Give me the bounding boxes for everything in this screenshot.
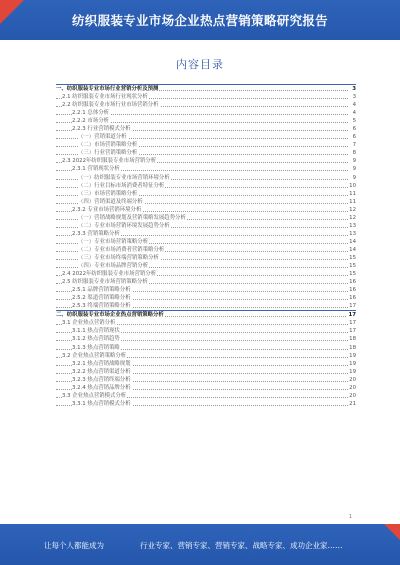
toc-entry[interactable] xyxy=(56,125,356,133)
toc-entry-page: 13 xyxy=(349,222,356,229)
toc-entry[interactable] xyxy=(56,376,356,384)
toc-entry-text: （二）行业目标市场消费者特征分析 xyxy=(78,182,165,189)
toc-entry-text: 2.5 纺织服装专业市场营销策略分析 xyxy=(62,279,148,286)
toc-entry[interactable] xyxy=(56,174,356,182)
toc-entry-page: 20 xyxy=(349,384,356,391)
toc-entry-text: 3.2 企业热点营销策略分析 xyxy=(62,352,127,359)
toc-entry-page: 16 xyxy=(349,279,356,286)
toc-entry-text: 3.1.1 热点营销现状 xyxy=(72,328,120,335)
footer-slogan: 让每个人都能成为 xyxy=(44,541,104,550)
corner-accent xyxy=(0,0,24,24)
toc-entry-page: 19 xyxy=(349,352,356,359)
toc-entry[interactable] xyxy=(56,230,356,238)
toc-entry-text: 3.2.3 热点营销终端分析 xyxy=(72,376,131,383)
toc-entry-text: 2.2 纺织服装专业市场行业市场营销分析 xyxy=(62,102,159,109)
toc-entry-text: 2.5.1 品牌营销策略分析 xyxy=(72,287,131,294)
toc-entry-page: 17 xyxy=(348,312,356,319)
toc-entry[interactable] xyxy=(56,262,356,270)
toc-entry[interactable] xyxy=(56,270,356,278)
toc-entry[interactable] xyxy=(56,368,356,376)
toc-entry-text: （一）专业市场营销策略分析 xyxy=(78,238,149,245)
toc-entry[interactable] xyxy=(56,327,356,335)
toc-entry-page: 12 xyxy=(349,206,356,213)
toc-entry-text: （四）专业市场品牌营销分析 xyxy=(78,263,149,270)
toc-entry[interactable] xyxy=(56,302,356,310)
toc-entry[interactable] xyxy=(56,352,356,360)
toc-entry-text: （二）市场营销策略分析 xyxy=(78,142,138,149)
toc-entry-text: 3.1.2 热点营销趋势 xyxy=(72,336,120,343)
toc-entry-page: 14 xyxy=(349,246,356,253)
toc-entry[interactable] xyxy=(56,335,356,343)
toc-entry-page: 15 xyxy=(349,263,356,270)
toc-entry-page: 13 xyxy=(349,230,356,237)
toc-entry[interactable] xyxy=(56,344,356,352)
toc-entry-page: 16 xyxy=(349,287,356,294)
footer-tags: 行业专家、营销专家、营销专家、战略专家、成功企业家…… xyxy=(140,541,343,550)
toc-entry[interactable] xyxy=(56,117,356,125)
toc-entry[interactable] xyxy=(56,214,356,222)
toc-entry[interactable] xyxy=(56,384,356,392)
toc-entry-text: 2.1 纺织服装专业市场行业现状分析 xyxy=(62,94,148,101)
toc-entry-text: 2.2.1 总体分析 xyxy=(72,110,109,117)
toc-entry-text: （一）纺织服装专业市场营销环境分析 xyxy=(78,174,170,181)
toc-entry-page: 15 xyxy=(349,271,356,278)
toc-entry-page: 6 xyxy=(352,126,356,133)
toc-entry[interactable] xyxy=(56,109,356,117)
toc-entry[interactable] xyxy=(56,254,356,262)
toc-entry-text: 一、纺织服装专业市场行业营销分析及预测 xyxy=(56,86,159,92)
toc-entry-page: 19 xyxy=(349,360,356,367)
toc-entry[interactable] xyxy=(56,141,356,149)
toc-entry[interactable] xyxy=(56,133,356,141)
footer-banner xyxy=(0,524,400,565)
page-number: 1 xyxy=(348,514,352,520)
toc-entry[interactable] xyxy=(56,182,356,190)
toc-entry-text: 2.5.2 渠道营销策略分析 xyxy=(72,295,131,302)
toc-entry-page: 15 xyxy=(349,254,356,261)
footer-corner-accent xyxy=(384,524,400,540)
toc-entry[interactable] xyxy=(56,294,356,302)
toc-entry-page: 21 xyxy=(349,400,356,407)
toc-entry-text: 二、纺织服装专业市场企业热点营销策略分析 xyxy=(56,312,164,319)
toc-entry[interactable] xyxy=(56,101,356,109)
toc-entry[interactable] xyxy=(56,400,356,408)
toc-entry-page: 18 xyxy=(349,344,356,351)
toc-entry-text: （三）市场营销策略分析 xyxy=(78,190,138,197)
toc-entry[interactable] xyxy=(56,165,356,173)
toc-entry-page: 16 xyxy=(349,295,356,302)
toc-entry[interactable] xyxy=(56,190,356,198)
report-title: 纺织服装专业市场企业热点营销策略研究报告 xyxy=(71,13,328,28)
toc-entry[interactable] xyxy=(56,206,356,214)
toc-entry[interactable] xyxy=(56,286,356,294)
toc-entry[interactable] xyxy=(56,149,356,157)
toc-entry-page: 12 xyxy=(349,214,356,221)
toc-entry-page: 4 xyxy=(352,102,356,109)
toc-entry[interactable] xyxy=(56,238,356,246)
toc-entry-text: （一）营销战略规划及营销策略发展趋势分析 xyxy=(78,214,186,221)
toc-entry-page: 17 xyxy=(349,303,356,310)
toc-entry-text: 2.4 2022年纺织服装专业市场营销分析 xyxy=(62,271,157,278)
toc-entry-page: 17 xyxy=(349,320,356,327)
toc-entry-page: 17 xyxy=(349,328,356,335)
table-of-contents xyxy=(56,84,356,408)
toc-entry-page: 18 xyxy=(349,336,356,343)
toc-entry-page: 7 xyxy=(352,142,356,149)
toc-entry-text: （二）专业市场营销环境发展趋势分析 xyxy=(78,222,170,229)
toc-title: 内容目录 xyxy=(176,58,224,71)
toc-entry[interactable] xyxy=(56,198,356,206)
toc-entry-text: 2.3.3 营销策略分析 xyxy=(72,230,120,237)
toc-entry[interactable] xyxy=(56,319,356,327)
toc-entry-page: 11 xyxy=(349,198,356,205)
toc-entry-text: （三）行业营销策略分析 xyxy=(78,150,138,157)
toc-entry-text: 3.1.3 热点营销策略 xyxy=(72,344,120,351)
toc-entry[interactable] xyxy=(56,246,356,254)
toc-entry[interactable] xyxy=(56,157,356,165)
toc-entry-text: （二）专业市场消费者营销策略分析 xyxy=(78,246,165,253)
toc-entry-text: 2.2.3 行业营销模式分析 xyxy=(72,126,131,133)
toc-entry-text: （一）营销渠道分析 xyxy=(78,134,127,141)
toc-entry-text: （三）专业市场终端营销策略分析 xyxy=(78,254,159,261)
toc-entry-text: 3.3.1 热点营销模式分析 xyxy=(72,400,131,407)
toc-entry-text: 3.2.4 热点营销品牌分析 xyxy=(72,384,131,391)
toc-entry[interactable] xyxy=(56,360,356,368)
toc-entry-page: 9 xyxy=(352,174,356,181)
toc-entry[interactable] xyxy=(56,310,356,319)
toc-entry-text: 2.3.1 营销现状分析 xyxy=(72,166,120,173)
toc-entry[interactable] xyxy=(56,278,356,286)
toc-entry-text: 3.3 企业热点营销模式分析 xyxy=(62,392,127,399)
toc-entry-text: 3.1 企业热点营销分析 xyxy=(62,320,116,327)
toc-entry-text: 3.2.2 热点营销渠道分析 xyxy=(72,368,131,375)
toc-entry[interactable] xyxy=(56,93,356,101)
toc-entry[interactable] xyxy=(56,392,356,400)
toc-entry-page: 3 xyxy=(352,94,356,101)
toc-entry-text: 2.2.2 市场分析 xyxy=(72,118,109,125)
toc-entry-text: 2.3 2022年纺织服装专业市场营销分析 xyxy=(62,158,157,165)
toc-entry-page: 9 xyxy=(352,166,356,173)
toc-entry-page: 5 xyxy=(352,118,356,125)
header-banner xyxy=(0,0,400,40)
toc-entry-page: 8 xyxy=(352,150,356,157)
toc-entry-page: 11 xyxy=(349,190,356,197)
toc-entry-page: 4 xyxy=(352,110,356,117)
toc-entry-page: 20 xyxy=(349,376,356,383)
toc-entry[interactable] xyxy=(56,84,356,93)
toc-entry-page: 3 xyxy=(352,86,356,92)
toc-entry-page: 6 xyxy=(352,134,356,141)
toc-entry-text: 2.3.2 专业市场营销环境分析 xyxy=(72,206,142,213)
toc-entry-page: 10 xyxy=(349,182,356,189)
toc-entry-page: 14 xyxy=(349,238,356,245)
toc-entry-text: 3.2.1 热点营销战略规划 xyxy=(72,360,131,367)
toc-entry-text: 2.5.3 终端营销策略分析 xyxy=(72,303,131,310)
toc-entry-text: （四）营销渠道及终端分析 xyxy=(78,198,143,205)
toc-entry-page: 19 xyxy=(349,368,356,375)
toc-entry-page: 9 xyxy=(352,158,356,165)
toc-entry[interactable] xyxy=(56,222,356,230)
toc-entry-page: 20 xyxy=(349,392,356,399)
